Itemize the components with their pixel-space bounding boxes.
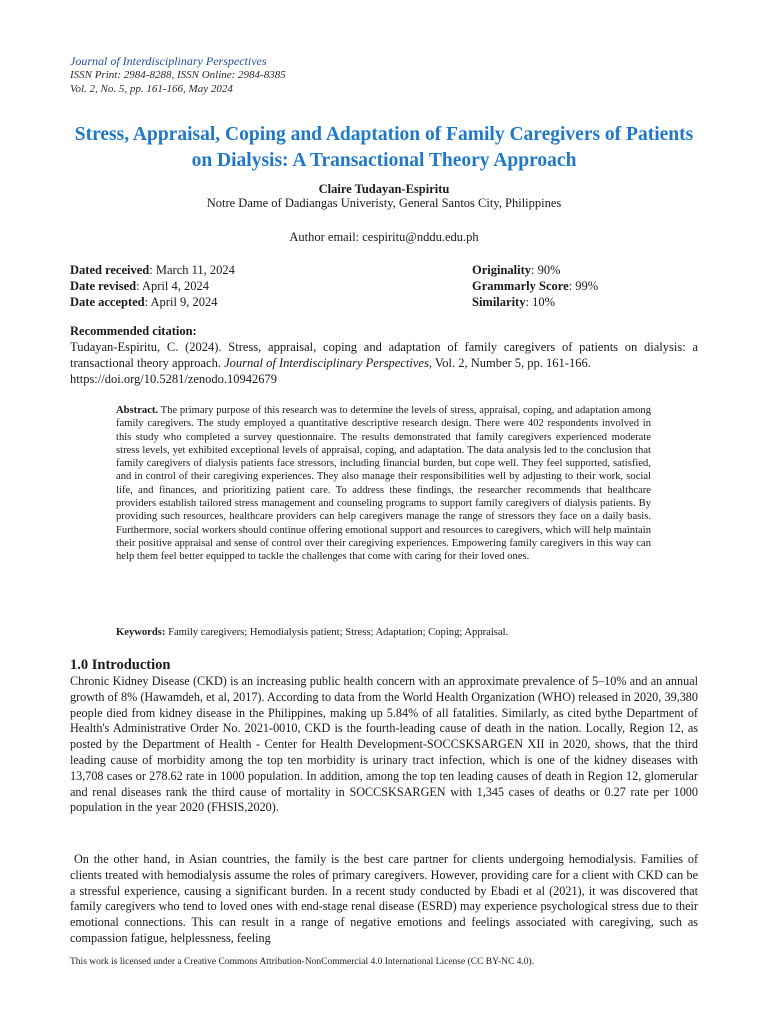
author-email: Author email: cespiritu@nddu.edu.ph: [289, 230, 479, 244]
article-title: Stress, Appraisal, Coping and Adaptation of Family Caregivers of Patients on Dialysis: A Transactional Theory Approach: [74, 124, 694, 171]
intro-paragraph-1: Chronic Kidney Disease (CKD) is an increasing public health concern with an approximate prevalence of 5–10% and an annual growth of 8% (Hawamdeh, et al, 2017). According to data from the World Health Organization (WHO) released in 2020, 39,380 people died from kidney disease in the Philippines, making up 5.84% of all fatalities. Similarly, as cited bythe Department of Health's Administrative Order No. 2021-0010, CKD is the fourth-leading cause of death in the nation. Locally, Region 12, as posted by the Department of Health - Center for Health Development-SOCCSKSARGEN XII in 2020, shows, that the third leading cause of morbidity among the top ten morbidity is urinary tract infection, which is one of the kidney diseases with 13,708 cases or 278.62 rate in 1000 population. In addition, among the top ten leading causes of death in Region 12, glomerular and renal diseases rank the third cause of mortality in SOCCSKSARGEN with 1,345 cases of deaths or 0.27 rate per 1000 population in the year 2020 (FHSIS,2020).: [70, 674, 698, 815]
journal-name: Journal of Interdisciplinary Perspectives: [70, 54, 267, 68]
date-accepted: Date accepted: April 9, 2024: [70, 295, 218, 309]
author-affiliation: Notre Dame of Dadiangas Univeristy, General Santos City, Philippines: [206, 196, 562, 210]
similarity-score: Similarity: 10%: [472, 295, 555, 309]
citation-doi-link[interactable]: https://doi.org/10.5281/zenodo.10942679: [70, 372, 278, 386]
citation-journal: Journal of Interdisciplinary Perspectives: [224, 356, 429, 370]
date-revised: Date revised: April 4, 2024: [70, 279, 209, 293]
abstract-text: The primary purpose of this research was to determine the levels of stress, appraisal, coping, and adaptation among family caregivers. The study employed a quantitative descriptive research design. There were 402 respondents involved in this study who completed a survey questionnaire. The results demonstrated that family caregivers experienced moderate stress levels, yet exhibited exceptional levels of appraisal, coping, and adaptation. The data analysis led to the conclusion that family caregivers of dialysis patients face stressors, including financial burden, but cope well. They feel supported, satisfied, and in control of their caregiving experiences. They also manage their responsibilities well by adjusting to their work, social life, and finances, and prioritizing patient care. To address these findings, the researcher recommends that healthcare providers establish tailored stress management and counseling programs to support family caregivers of dialysis patients. By providing such resources, healthcare providers can help caregivers manage the range of stressors they face on a daily basis. Furthermore, social workers should continue offering emotional support and resources to caregivers, which will help maintain their positive appraisal and sense of control over their caregiving experiences. Empowering family caregivers in this way can help them feel better equipped to tackle the challenges that come with caring for their loved ones.: [116, 405, 651, 563]
author-name: Claire Tudayan-Espiritu: [318, 182, 450, 196]
date-received: Dated received: March 11, 2024: [70, 263, 235, 277]
grammarly-score: Grammarly Score: 99%: [472, 279, 599, 293]
journal-header: [70, 54, 286, 96]
journal-issn: ISSN Print: 2984-8288, ISSN Online: 2984-8385: [70, 69, 286, 81]
originality-score: Originality: 90%: [472, 263, 561, 277]
keywords: [116, 626, 651, 639]
citation-text: Tudayan-Espiritu, C. (2024). Stress, appraisal, coping and adaptation of family caregivers of patients on dialysis: a transactional theory approach. Journal of Interdisciplinary Perspectives, Vol. 2, Number 5, pp. 161-166. https://doi.org/10.5281/zenodo.10942679: [70, 340, 698, 386]
keywords-text: Family caregivers; Hemodialysis patient; Stress; Adaptation; Coping; Appraisal.: [165, 627, 509, 638]
intro-paragraph-2: On the other hand, in Asian countries, the family is the best care partner for clients undergoing hemodialysis. Families of clients treated with hemodialysis assume the roles of primary caregivers. However, providing care for a client with CKD can be a stressful experience, causing a significant burden. In a recent study conducted by Ebadi et al (2021), it was discovered that family caregivers who tend to loved ones with end-stage renal disease (ESRD) may experience psychological stress due to their emotional connections. This can result in a range of negative emotions and feelings associated with caregiving, such as compassion fatigue, helplessness, feeling: [70, 852, 698, 945]
abstract: [116, 404, 651, 564]
journal-volume: Vol. 2, No. 5, pp. 161-166, May 2024: [70, 83, 233, 95]
article-scores: [472, 262, 598, 310]
section-heading-introduction: 1.0 Introduction: [70, 657, 171, 673]
keywords-label: Keywords:: [116, 627, 166, 638]
license-footer: This work is licensed under a Creative Commons Attribution-NonCommercial 4.0 International License (CC BY-NC 4.0).: [70, 957, 535, 967]
citation-heading: Recommended citation:: [70, 324, 197, 338]
abstract-label: Abstract.: [116, 405, 159, 416]
article-dates: [70, 262, 235, 310]
